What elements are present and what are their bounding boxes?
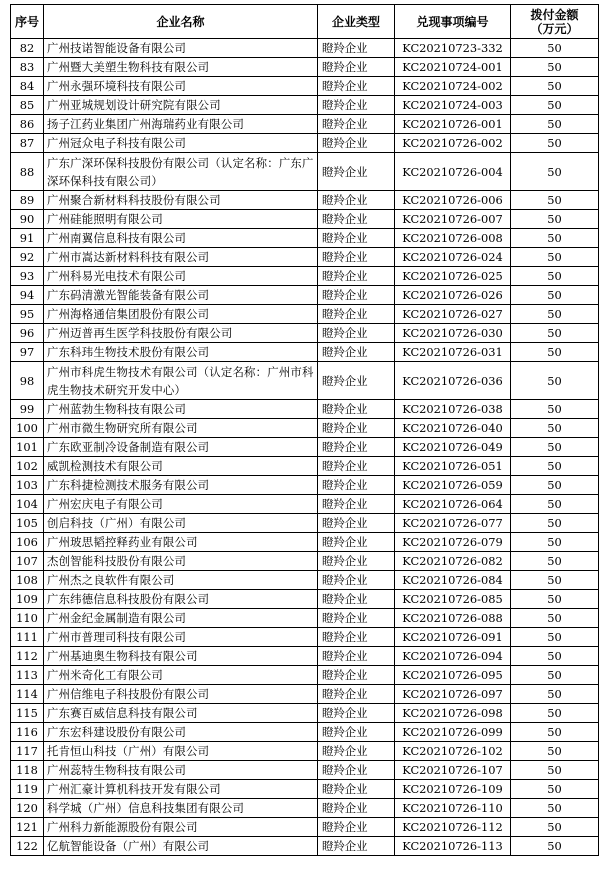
cell-amount: 50: [511, 533, 599, 552]
table-row: [11, 77, 599, 96]
table-row: [11, 400, 599, 419]
cell-amount: 50: [511, 704, 599, 723]
cell-amount: 50: [511, 647, 599, 666]
cell-amount: 50: [511, 419, 599, 438]
cell-company-type: 瞪羚企业: [318, 210, 395, 229]
cell-item-code: KC20210726-099: [395, 723, 511, 742]
header-seq: 序号: [11, 5, 44, 39]
cell-seq: 105: [11, 514, 44, 533]
cell-amount: 50: [511, 324, 599, 343]
cell-amount: 50: [511, 58, 599, 77]
table-row: [11, 780, 599, 799]
table-row: [11, 58, 599, 77]
table-row: [11, 438, 599, 457]
cell-company-name: 广州技诺智能设备有限公司: [44, 39, 318, 58]
cell-item-code: KC20210726-027: [395, 305, 511, 324]
cell-seq: 83: [11, 58, 44, 77]
cell-item-code: KC20210726-084: [395, 571, 511, 590]
cell-seq: 120: [11, 799, 44, 818]
cell-company-type: 瞪羚企业: [318, 609, 395, 628]
cell-company-name: 广东赛百威信息科技有限公司: [44, 704, 318, 723]
cell-amount: 50: [511, 115, 599, 134]
cell-company-name: 广州蓝勃生物科技有限公司: [44, 400, 318, 419]
header-amount-line1: 拨付金额: [530, 7, 579, 22]
cell-item-code: KC20210726-077: [395, 514, 511, 533]
cell-company-name: 广州市嵩达新材料科技有限公司: [44, 248, 318, 267]
cell-company-type: 瞪羚企业: [318, 704, 395, 723]
cell-company-type: 瞪羚企业: [318, 666, 395, 685]
cell-seq: 94: [11, 286, 44, 305]
cell-seq: 88: [11, 153, 44, 191]
cell-company-name: 广州市微生物研究所有限公司: [44, 419, 318, 438]
cell-amount: 50: [511, 96, 599, 115]
cell-company-name: 扬子江药业集团广州海瑞药业有限公司: [44, 115, 318, 134]
cell-company-type: 瞪羚企业: [318, 77, 395, 96]
cell-amount: 50: [511, 666, 599, 685]
table-row: [11, 362, 599, 400]
table-row: [11, 685, 599, 704]
cell-amount: 50: [511, 248, 599, 267]
cell-company-type: 瞪羚企业: [318, 229, 395, 248]
cell-company-name: 广州汇豪计算机科技开发有限公司: [44, 780, 318, 799]
cell-company-type: 瞪羚企业: [318, 495, 395, 514]
cell-seq: 97: [11, 343, 44, 362]
table-row: [11, 191, 599, 210]
cell-company-type: 瞪羚企业: [318, 514, 395, 533]
header-item-code: 兑现事项编号: [395, 5, 511, 39]
cell-company-type: 瞪羚企业: [318, 780, 395, 799]
cell-item-code: KC20210726-051: [395, 457, 511, 476]
table-row: [11, 324, 599, 343]
cell-company-type: 瞪羚企业: [318, 818, 395, 837]
cell-seq: 101: [11, 438, 44, 457]
cell-item-code: KC20210726-088: [395, 609, 511, 628]
table-row: [11, 229, 599, 248]
cell-company-name: 广州米奇化工有限公司: [44, 666, 318, 685]
cell-item-code: KC20210726-030: [395, 324, 511, 343]
cell-item-code: KC20210726-109: [395, 780, 511, 799]
cell-seq: 86: [11, 115, 44, 134]
cell-company-name: 广州基迪奥生物科技有限公司: [44, 647, 318, 666]
cell-seq: 89: [11, 191, 44, 210]
table-row: [11, 837, 599, 856]
cell-item-code: KC20210726-025: [395, 267, 511, 286]
cell-company-type: 瞪羚企业: [318, 761, 395, 780]
cell-amount: 50: [511, 229, 599, 248]
cell-seq: 90: [11, 210, 44, 229]
cell-amount: 50: [511, 476, 599, 495]
cell-company-type: 瞪羚企业: [318, 457, 395, 476]
table-row: [11, 210, 599, 229]
cell-company-type: 瞪羚企业: [318, 552, 395, 571]
table-row: [11, 628, 599, 647]
funding-table: [10, 4, 599, 856]
cell-seq: 115: [11, 704, 44, 723]
cell-item-code: KC20210726-085: [395, 590, 511, 609]
cell-item-code: KC20210726-004: [395, 153, 511, 191]
cell-company-name: 杰创智能科技股份有限公司: [44, 552, 318, 571]
cell-item-code: KC20210726-038: [395, 400, 511, 419]
cell-amount: 50: [511, 723, 599, 742]
cell-amount: 50: [511, 780, 599, 799]
table-row: [11, 552, 599, 571]
cell-item-code: KC20210726-049: [395, 438, 511, 457]
cell-company-type: 瞪羚企业: [318, 571, 395, 590]
cell-item-code: KC20210726-110: [395, 799, 511, 818]
cell-company-name: 广州市科虎生物技术有限公司（认定名称：广州市科虎生物技术研究开发中心）: [44, 362, 318, 400]
cell-company-type: 瞪羚企业: [318, 723, 395, 742]
cell-seq: 111: [11, 628, 44, 647]
cell-seq: 107: [11, 552, 44, 571]
cell-seq: 122: [11, 837, 44, 856]
table-row: [11, 457, 599, 476]
cell-item-code: KC20210726-107: [395, 761, 511, 780]
cell-seq: 93: [11, 267, 44, 286]
table-row: [11, 343, 599, 362]
cell-item-code: KC20210724-003: [395, 96, 511, 115]
cell-seq: 100: [11, 419, 44, 438]
cell-seq: 119: [11, 780, 44, 799]
header-amount-line2: （万元）: [530, 21, 579, 36]
cell-amount: 50: [511, 495, 599, 514]
table-row: [11, 533, 599, 552]
cell-seq: 108: [11, 571, 44, 590]
table-row: [11, 799, 599, 818]
table-row: [11, 134, 599, 153]
table-row: [11, 39, 599, 58]
cell-item-code: KC20210726-024: [395, 248, 511, 267]
cell-amount: 50: [511, 191, 599, 210]
cell-item-code: KC20210726-112: [395, 818, 511, 837]
cell-amount: 50: [511, 590, 599, 609]
cell-amount: 50: [511, 305, 599, 324]
table-row: [11, 742, 599, 761]
cell-company-type: 瞪羚企业: [318, 533, 395, 552]
cell-company-name: 广州硅能照明有限公司: [44, 210, 318, 229]
cell-seq: 96: [11, 324, 44, 343]
cell-company-name: 广州永强环境科技有限公司: [44, 77, 318, 96]
cell-seq: 82: [11, 39, 44, 58]
header-amount: [511, 5, 599, 39]
cell-item-code: KC20210723-332: [395, 39, 511, 58]
cell-item-code: KC20210726-008: [395, 229, 511, 248]
cell-company-type: 瞪羚企业: [318, 39, 395, 58]
cell-item-code: KC20210726-097: [395, 685, 511, 704]
cell-company-type: 瞪羚企业: [318, 476, 395, 495]
cell-seq: 117: [11, 742, 44, 761]
cell-company-type: 瞪羚企业: [318, 837, 395, 856]
table-header-row: [11, 5, 599, 39]
cell-amount: 50: [511, 571, 599, 590]
cell-amount: 50: [511, 267, 599, 286]
cell-company-name: 广州科力新能源股份有限公司: [44, 818, 318, 837]
cell-item-code: KC20210726-064: [395, 495, 511, 514]
cell-amount: 50: [511, 818, 599, 837]
cell-seq: 113: [11, 666, 44, 685]
cell-seq: 99: [11, 400, 44, 419]
cell-seq: 118: [11, 761, 44, 780]
cell-company-name: 广州聚合新材料科技股份有限公司: [44, 191, 318, 210]
cell-company-name: 广东欧亚制冷设备制造有限公司: [44, 438, 318, 457]
cell-amount: 50: [511, 286, 599, 305]
cell-company-name: 广州宏庆电子有限公司: [44, 495, 318, 514]
cell-item-code: KC20210726-059: [395, 476, 511, 495]
cell-seq: 112: [11, 647, 44, 666]
cell-company-type: 瞪羚企业: [318, 134, 395, 153]
cell-amount: 50: [511, 77, 599, 96]
cell-company-type: 瞪羚企业: [318, 647, 395, 666]
cell-company-name: 广州金纪金属制造有限公司: [44, 609, 318, 628]
cell-item-code: KC20210726-031: [395, 343, 511, 362]
cell-seq: 110: [11, 609, 44, 628]
cell-seq: 114: [11, 685, 44, 704]
cell-item-code: KC20210726-036: [395, 362, 511, 400]
cell-amount: 50: [511, 210, 599, 229]
cell-company-type: 瞪羚企业: [318, 267, 395, 286]
document-sheet: [10, 4, 598, 856]
cell-amount: 50: [511, 552, 599, 571]
table-row: [11, 305, 599, 324]
cell-item-code: KC20210724-002: [395, 77, 511, 96]
header-company-name: 企业名称: [44, 5, 318, 39]
cell-amount: 50: [511, 685, 599, 704]
cell-amount: 50: [511, 134, 599, 153]
cell-seq: 102: [11, 457, 44, 476]
cell-item-code: KC20210726-094: [395, 647, 511, 666]
cell-item-code: KC20210724-001: [395, 58, 511, 77]
cell-company-name: 科学城（广州）信息科技集团有限公司: [44, 799, 318, 818]
cell-amount: 50: [511, 609, 599, 628]
cell-amount: 50: [511, 628, 599, 647]
cell-company-type: 瞪羚企业: [318, 96, 395, 115]
table-row: [11, 818, 599, 837]
cell-amount: 50: [511, 799, 599, 818]
cell-company-name: 广东科玮生物技术股份有限公司: [44, 343, 318, 362]
cell-amount: 50: [511, 39, 599, 58]
cell-item-code: KC20210726-082: [395, 552, 511, 571]
cell-company-type: 瞪羚企业: [318, 343, 395, 362]
table-row: [11, 495, 599, 514]
table-row: [11, 723, 599, 742]
cell-seq: 106: [11, 533, 44, 552]
cell-company-name: 托肯恒山科技（广州）有限公司: [44, 742, 318, 761]
cell-seq: 121: [11, 818, 44, 837]
cell-item-code: KC20210726-001: [395, 115, 511, 134]
cell-amount: 50: [511, 742, 599, 761]
cell-seq: 85: [11, 96, 44, 115]
cell-company-type: 瞪羚企业: [318, 362, 395, 400]
cell-company-type: 瞪羚企业: [318, 438, 395, 457]
cell-amount: 50: [511, 761, 599, 780]
cell-company-type: 瞪羚企业: [318, 305, 395, 324]
cell-amount: 50: [511, 837, 599, 856]
cell-item-code: KC20210726-026: [395, 286, 511, 305]
table-body: [11, 39, 599, 856]
cell-company-type: 瞪羚企业: [318, 115, 395, 134]
cell-item-code: KC20210726-113: [395, 837, 511, 856]
table-row: [11, 267, 599, 286]
cell-seq: 116: [11, 723, 44, 742]
cell-amount: 50: [511, 343, 599, 362]
cell-company-type: 瞪羚企业: [318, 286, 395, 305]
table-row: [11, 514, 599, 533]
cell-company-name: 广东码清激光智能装备有限公司: [44, 286, 318, 305]
cell-company-name: 广东科捷检测技术服务有限公司: [44, 476, 318, 495]
cell-seq: 84: [11, 77, 44, 96]
cell-seq: 103: [11, 476, 44, 495]
cell-company-name: 广州暨大美塑生物科技有限公司: [44, 58, 318, 77]
cell-company-name: 广州蕊特生物科技有限公司: [44, 761, 318, 780]
cell-company-type: 瞪羚企业: [318, 685, 395, 704]
cell-company-type: 瞪羚企业: [318, 799, 395, 818]
cell-item-code: KC20210726-102: [395, 742, 511, 761]
table-row: [11, 704, 599, 723]
cell-amount: 50: [511, 438, 599, 457]
cell-company-name: 广东宏科建设股份有限公司: [44, 723, 318, 742]
cell-company-name: 广州玻思韬控释药业有限公司: [44, 533, 318, 552]
table-row: [11, 609, 599, 628]
cell-company-name: 广东广深环保科技股份有限公司（认定名称：广东广深环保科技有限公司）: [44, 153, 318, 191]
cell-company-type: 瞪羚企业: [318, 742, 395, 761]
cell-amount: 50: [511, 457, 599, 476]
table-row: [11, 419, 599, 438]
cell-company-type: 瞪羚企业: [318, 419, 395, 438]
cell-seq: 91: [11, 229, 44, 248]
table-row: [11, 571, 599, 590]
cell-company-type: 瞪羚企业: [318, 153, 395, 191]
cell-company-name: 广州信维电子科技股份有限公司: [44, 685, 318, 704]
cell-item-code: KC20210726-095: [395, 666, 511, 685]
cell-item-code: KC20210726-002: [395, 134, 511, 153]
cell-item-code: KC20210726-098: [395, 704, 511, 723]
table-row: [11, 96, 599, 115]
cell-company-name: 广州市普理司科技有限公司: [44, 628, 318, 647]
cell-amount: 50: [511, 400, 599, 419]
cell-company-type: 瞪羚企业: [318, 590, 395, 609]
cell-company-type: 瞪羚企业: [318, 400, 395, 419]
table-row: [11, 666, 599, 685]
cell-company-type: 瞪羚企业: [318, 248, 395, 267]
cell-amount: 50: [511, 153, 599, 191]
table-row: [11, 115, 599, 134]
cell-seq: 104: [11, 495, 44, 514]
cell-seq: 109: [11, 590, 44, 609]
cell-company-name: 广州亚城规划设计研究院有限公司: [44, 96, 318, 115]
table-row: [11, 761, 599, 780]
cell-seq: 98: [11, 362, 44, 400]
header-company-type: 企业类型: [318, 5, 395, 39]
cell-seq: 95: [11, 305, 44, 324]
cell-company-name: 广州海格通信集团股份有限公司: [44, 305, 318, 324]
cell-company-type: 瞪羚企业: [318, 58, 395, 77]
cell-item-code: KC20210726-040: [395, 419, 511, 438]
cell-company-name: 广州南翼信息科技有限公司: [44, 229, 318, 248]
cell-company-name: 亿航智能设备（广州）有限公司: [44, 837, 318, 856]
cell-seq: 87: [11, 134, 44, 153]
cell-item-code: KC20210726-006: [395, 191, 511, 210]
cell-company-name: 广州迈普再生医学科技股份有限公司: [44, 324, 318, 343]
cell-company-name: 广州冠众电子科技有限公司: [44, 134, 318, 153]
cell-item-code: KC20210726-079: [395, 533, 511, 552]
table-row: [11, 647, 599, 666]
cell-company-name: 广州科易光电技术有限公司: [44, 267, 318, 286]
cell-company-name: 广东纬德信息科技股份有限公司: [44, 590, 318, 609]
cell-company-name: 创启科技（广州）有限公司: [44, 514, 318, 533]
table-row: [11, 590, 599, 609]
cell-company-name: 威凯检测技术有限公司: [44, 457, 318, 476]
table-row: [11, 476, 599, 495]
table-row: [11, 286, 599, 305]
cell-item-code: KC20210726-091: [395, 628, 511, 647]
cell-item-code: KC20210726-007: [395, 210, 511, 229]
cell-amount: 50: [511, 514, 599, 533]
cell-amount: 50: [511, 362, 599, 400]
cell-seq: 92: [11, 248, 44, 267]
cell-company-name: 广州杰之良软件有限公司: [44, 571, 318, 590]
cell-company-type: 瞪羚企业: [318, 191, 395, 210]
cell-company-type: 瞪羚企业: [318, 628, 395, 647]
table-row: [11, 248, 599, 267]
cell-company-type: 瞪羚企业: [318, 324, 395, 343]
table-row: [11, 153, 599, 191]
